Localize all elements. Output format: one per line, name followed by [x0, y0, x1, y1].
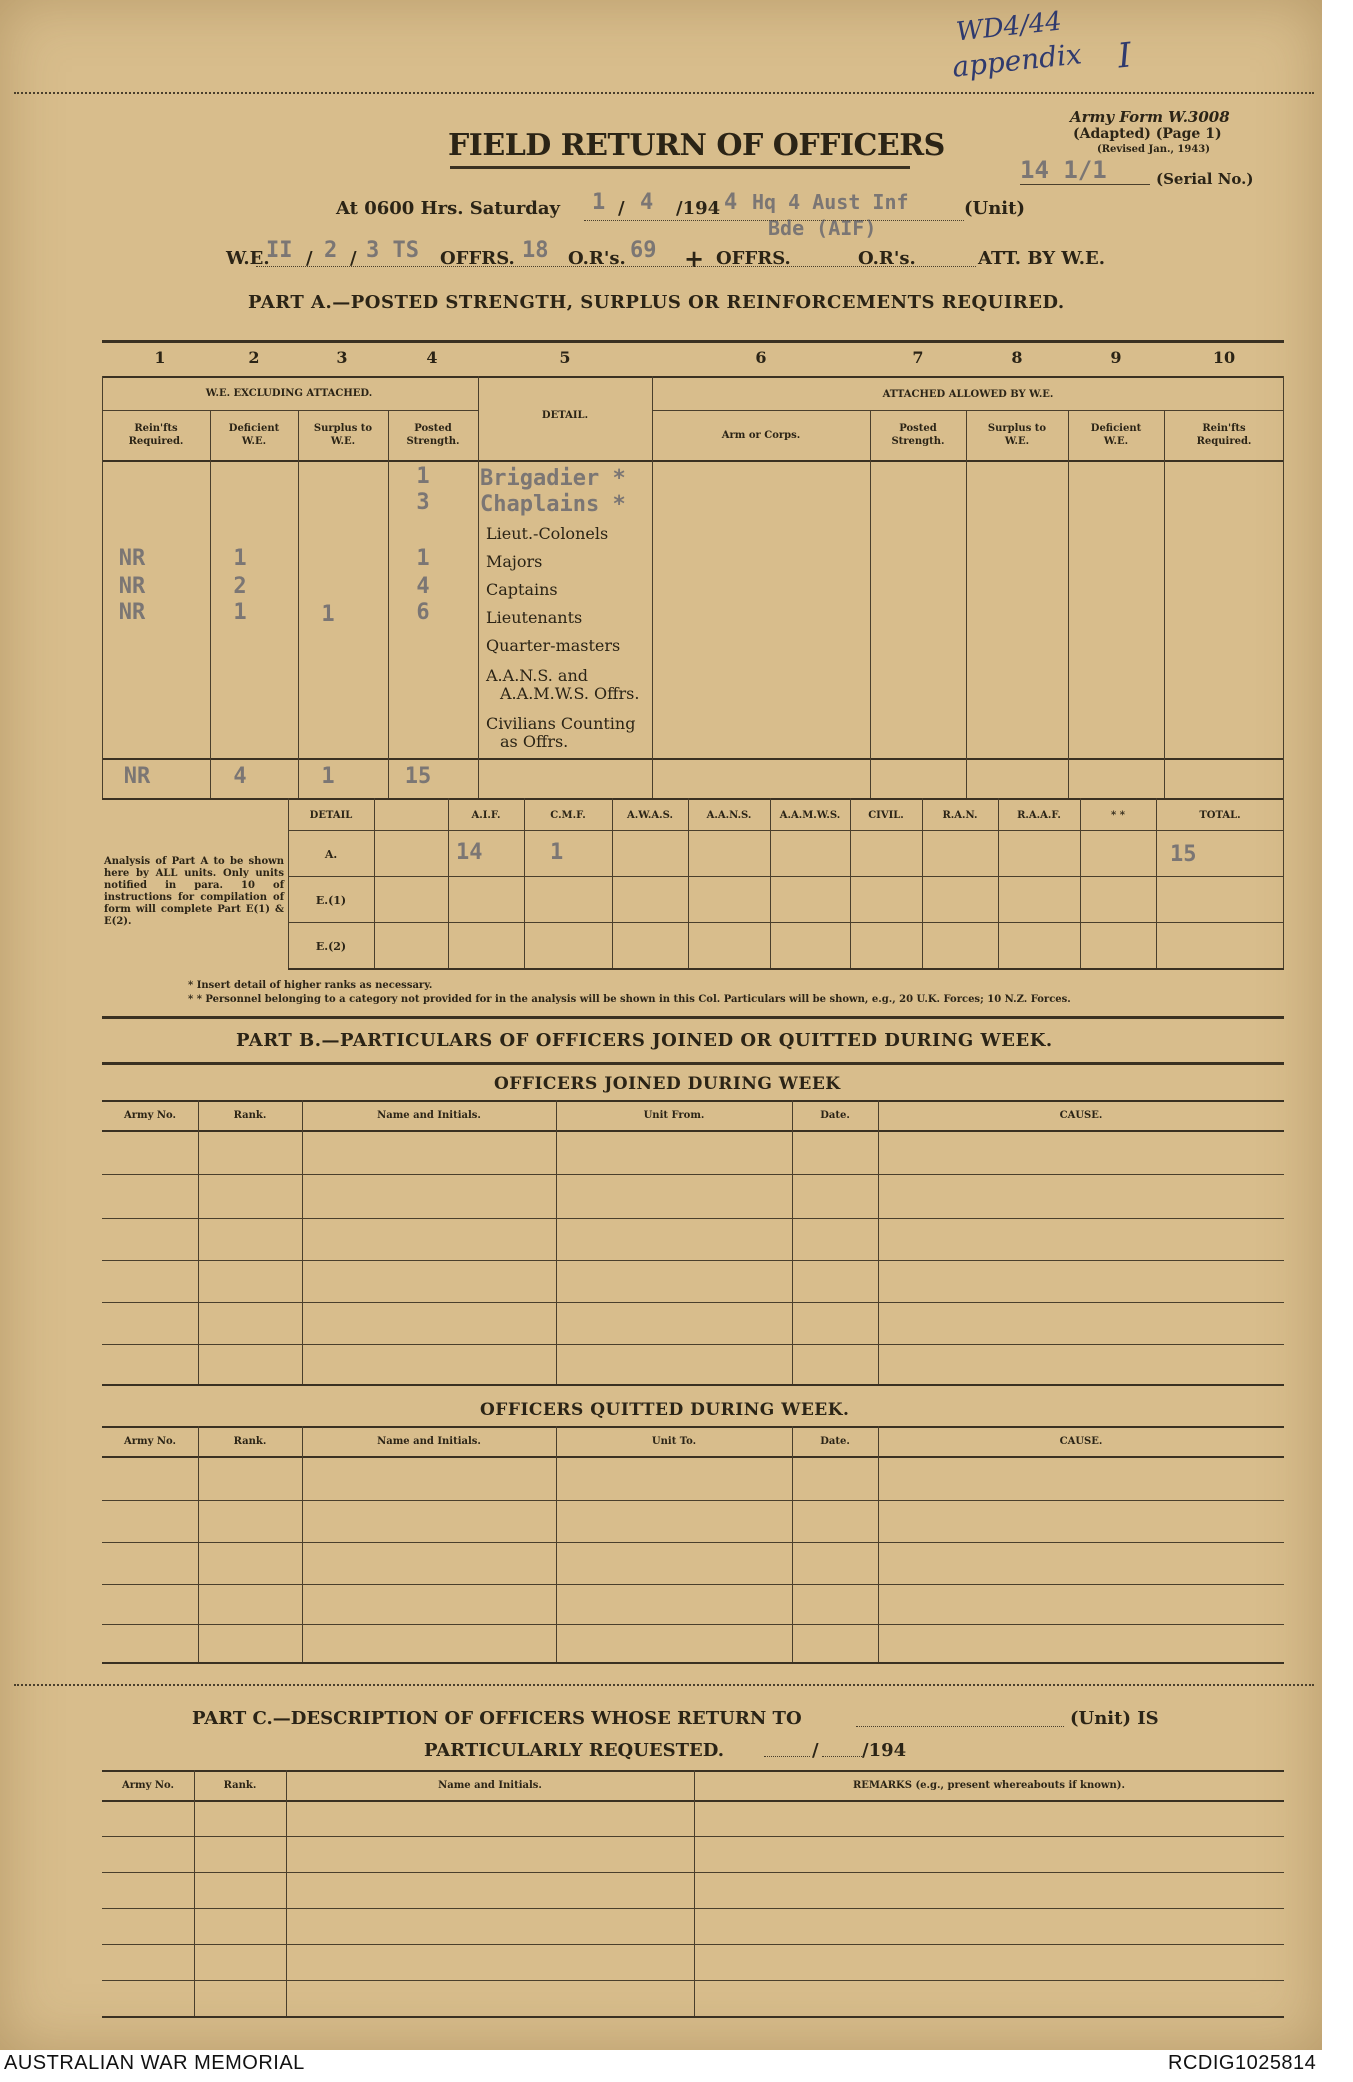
analysis-row-e1-label: E.(1): [315, 894, 347, 907]
title-underline: [450, 166, 910, 169]
footnote-higher-ranks: * Insert detail of higher ranks as necessary.: [188, 980, 433, 991]
date-separator: /: [618, 198, 625, 219]
analysis-vline: [770, 798, 771, 968]
unit-value-line2: Bde (AIF): [768, 216, 877, 240]
part-a-vline: [1068, 410, 1069, 798]
detail-row-chaplains: Chaplains *: [480, 492, 626, 517]
posted-brigadier: 1: [416, 464, 430, 489]
ors-value: 69: [630, 238, 657, 263]
analysis-vline: [688, 798, 689, 968]
part-c-unit-line: [856, 1726, 1064, 1728]
total-posted: 15: [404, 764, 432, 789]
analysis-row-rule: [288, 922, 1284, 923]
date-month: 4: [640, 190, 654, 215]
total-surplus: 1: [321, 764, 335, 789]
quitted-vline: [792, 1426, 793, 1662]
analysis-col-cmf: C.M.F.: [550, 810, 586, 821]
joined-row-rule: [102, 1302, 1284, 1303]
joined-vline: [302, 1100, 303, 1384]
posted-lieutenants: 6: [416, 600, 430, 625]
posted-chaplains: 3: [416, 490, 430, 515]
quitted-row-rule: [102, 1584, 1284, 1585]
part-c-date-separator: /: [812, 1740, 819, 1761]
posted-strength-header: Posted Strength.: [406, 423, 460, 447]
detail-row-civilians: Civilians Counting: [486, 714, 636, 733]
form-revised: (Revised Jan., 1943): [1097, 144, 1210, 155]
quitted-col-rank: Rank.: [233, 1436, 267, 1447]
part-c-row-rule: [102, 1908, 1284, 1909]
analysis-bottom-rule: [288, 968, 1284, 970]
part-a-header-rule: [102, 376, 1284, 378]
joined-vline: [792, 1100, 793, 1384]
part-c-row-rule: [102, 1980, 1284, 1981]
form-adapted: (Adapted) (Page 1): [1073, 126, 1222, 142]
part-a-vline: [966, 410, 967, 798]
analysis-vline: [1283, 798, 1284, 968]
detail-row-lieutenants: Lieutenants: [486, 608, 583, 627]
attached-allowed-rule: [652, 410, 1284, 411]
joined-row-rule: [102, 1174, 1284, 1175]
part-c-requested: PARTICULARLY REQUESTED.: [424, 1740, 724, 1761]
we-excluding-attached-label: W.E. EXCLUDING ATTACHED.: [205, 388, 373, 399]
attached-surplus-header: Surplus to W.E.: [987, 423, 1047, 447]
reinfts-majors: NR: [118, 546, 146, 571]
joined-col-army-no: Army No.: [123, 1110, 177, 1121]
quitted-vline: [198, 1426, 199, 1662]
analysis-row-a-cmf: 1: [550, 840, 564, 865]
part-a-end-rule: [102, 1016, 1284, 1019]
joined-vline: [878, 1100, 879, 1384]
joined-vline: [556, 1100, 557, 1384]
reinfts-lieutenants: NR: [118, 600, 146, 625]
form-title: FIELD RETURN OF OFFICERS: [448, 128, 945, 163]
we-value-c: 3 TS: [366, 238, 419, 263]
footer-source: AUSTRALIAN WAR MEMORIAL: [4, 2052, 305, 2074]
serial-underline: [1020, 184, 1150, 185]
detail-row-brigadier: Brigadier *: [480, 466, 626, 491]
total-reinfts: NR: [123, 764, 151, 789]
analysis-vline: [448, 798, 449, 968]
analysis-col-ran: R.A.N.: [942, 810, 978, 821]
detail-row-aamws: A.A.M.W.S. Offrs.: [500, 684, 640, 703]
joined-table-top: [102, 1100, 1284, 1102]
posted-majors: 1: [416, 546, 430, 571]
attached-allowed-label: ATTACHED ALLOWED BY W.E.: [882, 389, 1054, 400]
deficient-captains: 2: [233, 574, 247, 599]
attached-deficient-header: Deficient W.E.: [1090, 423, 1142, 447]
header-dotted-line: [584, 220, 964, 222]
analysis-col-awas: A.W.A.S.: [627, 810, 673, 821]
part-a-title: PART A.—POSTED STRENGTH, SURPLUS OR REINFORCEMENTS REQUIRED.: [248, 292, 1065, 313]
year-suffix: 4: [724, 190, 738, 215]
analysis-vline: [922, 798, 923, 968]
we-separator-1: /: [306, 248, 313, 269]
joined-col-date: Date.: [820, 1110, 850, 1121]
col-number-2: 2: [248, 348, 260, 367]
quitted-col-date: Date.: [820, 1436, 850, 1447]
analysis-vline: [374, 798, 375, 968]
quitted-col-cause: CAUSE.: [1059, 1436, 1103, 1447]
part-c-table-bottom: [102, 2016, 1284, 2018]
offrs-value: 18: [522, 238, 549, 263]
part-c-vline: [286, 1770, 287, 2016]
joined-col-rank: Rank.: [233, 1110, 267, 1121]
analysis-header-rule: [288, 830, 1284, 831]
deficient-lieutenants: 1: [233, 600, 247, 625]
analysis-col-aans: A.A.N.S.: [706, 810, 752, 821]
total-deficient: 4: [233, 764, 247, 789]
unit-value: Hq 4 Aust Inf: [752, 190, 909, 214]
quitted-vline: [556, 1426, 557, 1662]
part-c-col-army-no: Army No.: [121, 1780, 175, 1791]
we-value-b: 2: [324, 238, 338, 263]
analysis-row-rule: [288, 876, 1284, 877]
part-c-month-line: [822, 1756, 862, 1758]
we-separator-2: /: [350, 248, 357, 269]
quitted-row-rule: [102, 1500, 1284, 1501]
attached-by-we-label: ATT. BY W.E.: [978, 248, 1106, 269]
analysis-vline: [1080, 798, 1081, 968]
ors-label: O.R's.: [568, 248, 626, 269]
tear-line-lower: [14, 1684, 1314, 1686]
part-c-col-rank: Rank.: [223, 1780, 257, 1791]
analysis-col-aif: A.I.F.: [471, 810, 501, 821]
unit-label: (Unit): [964, 198, 1025, 219]
joined-row-rule: [102, 1218, 1284, 1219]
part-c-unit-label: (Unit) IS: [1070, 1708, 1159, 1729]
we-value-a: II: [266, 238, 293, 263]
arm-corps-header: Arm or Corps.: [721, 430, 801, 441]
handwritten-appendix: appendix: [950, 37, 1084, 84]
analysis-row-a-aif: 14: [456, 840, 483, 865]
joined-col-cause: CAUSE.: [1059, 1110, 1103, 1121]
col-number-7: 7: [912, 348, 924, 367]
part-b-top-rule: [102, 1062, 1284, 1065]
serial-label: (Serial No.): [1156, 170, 1254, 188]
part-c-title: PART C.—DESCRIPTION OF OFFICERS WHOSE RETURN TO: [192, 1708, 802, 1729]
joined-col-name: Name and Initials.: [377, 1110, 481, 1121]
analysis-vline: [850, 798, 851, 968]
quitted-col-unit-to: Unit To.: [651, 1436, 697, 1447]
quitted-table-top: [102, 1426, 1284, 1428]
part-c-date-line: [764, 1756, 810, 1758]
footer-catalogue-id: RCDIG1025814: [1168, 2052, 1317, 2074]
part-c-table-top: [102, 1770, 1284, 1772]
joined-row-rule: [102, 1344, 1284, 1345]
detail-row-quarter-masters: Quarter-masters: [486, 636, 621, 655]
we-excluding-rule: [102, 410, 478, 411]
detail-row-as-offrs: as Offrs.: [500, 732, 569, 751]
joined-header-rule: [102, 1130, 1284, 1132]
analysis-row-e2-label: E.(2): [315, 940, 347, 953]
joined-row-rule: [102, 1260, 1284, 1261]
reinforcements-required-header: Rein'fts Required.: [128, 423, 184, 447]
time-day-label: At 0600 Hrs. Saturday: [336, 198, 561, 219]
surplus-lieutenants: 1: [321, 602, 335, 627]
we-label: W.E.: [226, 248, 270, 269]
quitted-vline: [878, 1426, 879, 1662]
col-number-8: 8: [1011, 348, 1023, 367]
analysis-col-total: TOTAL.: [1199, 810, 1241, 821]
quitted-title: OFFICERS QUITTED DURING WEEK.: [480, 1400, 850, 1420]
col-number-3: 3: [336, 348, 348, 367]
detail-row-captains: Captains: [486, 580, 558, 599]
part-c-header-rule: [102, 1800, 1284, 1802]
analysis-vline: [1156, 798, 1157, 968]
quitted-col-army-no: Army No.: [123, 1436, 177, 1447]
date-day: 1: [592, 190, 606, 215]
posted-captains: 4: [416, 574, 430, 599]
analysis-note: Analysis of Part A to be shown here by ALL units. Only units notified in para. 10 of instructions for compilation of form will complete Part E(1) & E(2).: [104, 856, 284, 927]
joined-col-unit-from: Unit From.: [643, 1110, 705, 1121]
joined-table-bottom: [102, 1384, 1284, 1386]
handwritten-appendix-number: I: [1115, 35, 1134, 77]
part-a-vline: [1164, 410, 1165, 798]
reinfts-captains: NR: [118, 574, 146, 599]
analysis-vline: [612, 798, 613, 968]
analysis-col-civil: CIVIL.: [868, 810, 904, 821]
offrs-attached-label: OFFRS.: [716, 248, 791, 269]
quitted-col-name: Name and Initials.: [377, 1436, 481, 1447]
part-c-row-rule: [102, 1944, 1284, 1945]
analysis-vline: [524, 798, 525, 968]
detail-row-aans: A.A.N.S. and: [486, 666, 588, 685]
col-number-10: 10: [1212, 348, 1236, 367]
part-c-col-name: Name and Initials.: [438, 1780, 542, 1791]
quitted-row-rule: [102, 1624, 1284, 1625]
tear-line: [14, 92, 1314, 94]
analysis-col-raaf: R.A.A.F.: [1017, 810, 1061, 821]
detail-header: DETAIL.: [541, 410, 589, 421]
plus-sign: +: [684, 244, 705, 273]
part-c-row-rule: [102, 1836, 1284, 1837]
col-number-1: 1: [154, 348, 166, 367]
part-a-vline: [652, 376, 653, 798]
detail-row-majors: Majors: [486, 552, 543, 571]
quitted-vline: [302, 1426, 303, 1662]
analysis-top-rule: [288, 798, 1284, 800]
form-number: Army Form W.3008: [1070, 108, 1230, 126]
deficient-we-header: Deficient W.E.: [228, 423, 280, 447]
col-number-5: 5: [559, 348, 571, 367]
joined-title: OFFICERS JOINED DURING WEEK: [494, 1074, 841, 1094]
quitted-table-bottom: [102, 1662, 1284, 1664]
col-number-6: 6: [755, 348, 767, 367]
handwritten-reference: WD4/44: [954, 6, 1064, 48]
quitted-header-rule: [102, 1456, 1284, 1458]
analysis-col-other: * *: [1111, 810, 1125, 821]
part-a-vline: [870, 410, 871, 798]
part-a-top-rule: [102, 340, 1284, 343]
col-number-9: 9: [1110, 348, 1122, 367]
analysis-col-aamws: A.A.M.W.S.: [779, 810, 841, 821]
part-a-vline: [478, 376, 479, 798]
part-c-col-remarks: REMARKS (e.g., present whereabouts if known).: [852, 1780, 1126, 1791]
part-c-year: /194: [862, 1740, 907, 1761]
part-b-title: PART B.—PARTICULARS OF OFFICERS JOINED OR QUITTED DURING WEEK.: [236, 1030, 1053, 1051]
part-c-vline: [694, 1770, 695, 2016]
surplus-we-header: Surplus to W.E.: [313, 423, 373, 447]
year-prefix: /194: [676, 198, 721, 219]
quitted-row-rule: [102, 1542, 1284, 1543]
attached-posted-strength-header: Posted Strength.: [891, 423, 945, 447]
attached-reinforcements-header: Rein'fts Required.: [1196, 423, 1252, 447]
analysis-col-detail: DETAIL: [309, 810, 353, 821]
part-c-row-rule: [102, 1872, 1284, 1873]
analysis-row-a-label: A.: [324, 848, 338, 861]
col-number-4: 4: [426, 348, 438, 367]
part-a-body-bottom-rule: [102, 758, 1284, 760]
offrs-label: OFFRS.: [440, 248, 515, 269]
footnote-other-categories: * * Personnel belonging to a category not provided for in the analysis will be shown in this Col. Particulars will be shown, e.g., 20 U.K. Forces; 10 N.Z. Forces.: [188, 994, 1071, 1005]
deficient-majors: 1: [233, 546, 247, 571]
joined-vline: [198, 1100, 199, 1384]
we-dotted-line: [256, 266, 976, 268]
part-a-body-top-rule: [102, 460, 1284, 462]
part-c-vline: [194, 1770, 195, 2016]
detail-row-lieut-colonels: Lieut.-Colonels: [486, 524, 609, 543]
serial-number-value: 14 1/1: [1020, 156, 1107, 184]
part-a-vline: [1283, 376, 1284, 798]
analysis-vline: [998, 798, 999, 968]
analysis-row-a-total: 15: [1170, 842, 1197, 867]
ors-attached-label: O.R's.: [858, 248, 916, 269]
